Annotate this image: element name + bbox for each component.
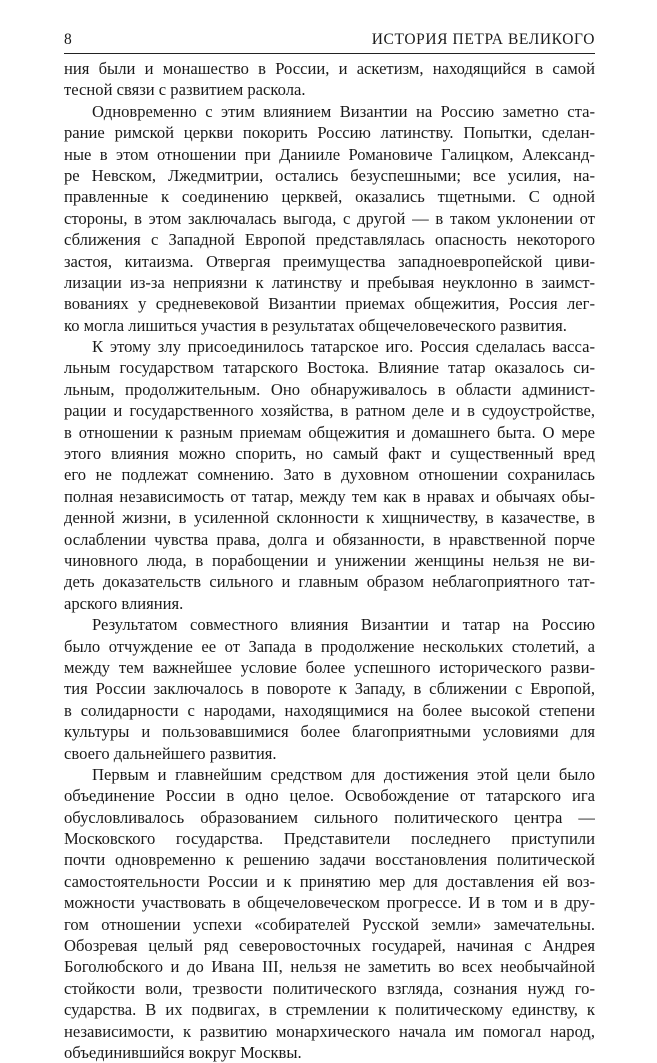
text-line: ослаблении чувства права, долга и обязанности, в нравственной порче xyxy=(64,529,595,549)
page-number: 8 xyxy=(64,31,72,48)
paragraph xyxy=(64,764,595,1063)
text-line: рации и государственного хозяйства, в ратном деле и в судоустройстве, xyxy=(64,401,595,421)
text-line: его не подлежат сомнению. Зато в духовном отношении сохранилась xyxy=(64,465,595,485)
text-line: стойкости воли, трезвости политического взгляда, сознания нужд го- xyxy=(64,978,595,998)
text-line: объединение России в одно целое. Освобождение от татарского ига xyxy=(64,786,595,806)
book-page xyxy=(64,30,595,1063)
text-line: Первым и главнейшим средством для достижения этой цели было xyxy=(92,764,595,784)
text-line: Одновременно с этим влиянием Византии на Россию заметно ста- xyxy=(92,101,595,121)
text-line: в отношении к разным приемам общежития и домашнего быта. О мере xyxy=(64,422,595,442)
text-line: Боголюбского и до Ивана III, нельзя не заметить во всех необычайной xyxy=(64,957,595,977)
text-line: было отчуждение ее от Запада в продолжение нескольких столетий, а xyxy=(64,636,595,656)
text-line: ные в этом отношении при Данииле Романовиче Галицком, Александ- xyxy=(64,144,595,164)
text-line: чиновного люда, в порабощении и унижении женщины нельзя не ви- xyxy=(64,550,595,570)
paragraph xyxy=(64,58,595,101)
body-text xyxy=(64,58,595,1063)
text-line: самостоятельности России и к принятию мер для доставления ей воз- xyxy=(64,871,595,891)
text-line: этого влияния можно спорить, но самый факт и существенный вред xyxy=(64,444,595,464)
text-line: можности участвовать в общечеловеческом прогрессе. И в том и в дру- xyxy=(64,893,595,913)
text-line: сударства. В их подвигах, в стремлении к политическому единству, к xyxy=(64,1000,595,1020)
paragraph xyxy=(64,336,595,614)
text-line: между тем важнейшее условие более успешного исторического разви- xyxy=(64,657,595,677)
text-line: ния были и монашество в России, и аскетизм, находящийся в самой xyxy=(64,59,595,78)
running-title: ИСТОРИЯ ПЕТРА ВЕЛИКОГО xyxy=(371,31,595,48)
text-line: обусловливалось образованием сильного политического центра — xyxy=(64,807,595,827)
text-line: деть доказательств сильного и главным образом неблагоприятного тат- xyxy=(64,572,595,592)
text-line: своего дальнейшего развития. xyxy=(64,743,277,763)
text-line: культуры и пользовавшимися более благоприятными условиями для xyxy=(64,722,595,742)
text-line: К этому злу присоединилось татарское иго. Россия сделалась васса- xyxy=(92,337,595,357)
text-line: полная независимость от татар, между тем как в нравах и обычаях обы- xyxy=(64,486,595,506)
paragraph xyxy=(64,614,595,764)
text-line: рание римской церкви покорить Россию латинству. Попытки, сделан- xyxy=(64,123,595,143)
text-line: Обозревая целый ряд северовосточных государей, начиная с Андрея xyxy=(64,936,595,956)
text-line: гом отношении успехи «собирателей Русской земли» замечательны. xyxy=(64,914,595,934)
text-line: объединившийся вокруг Москвы. xyxy=(64,1042,302,1062)
text-line: арского влияния. xyxy=(64,593,184,613)
text-line: независимости, к развитию монархического начала им помогал народ, xyxy=(64,1021,595,1041)
text-line: тия России заключалось в повороте к Западу, в сближении с Европой, xyxy=(64,679,595,699)
text-line: почти одновременно к решению задачи восстановления политической xyxy=(64,850,595,870)
text-line: тесной связи с развитием раскола. xyxy=(64,80,306,100)
text-line: ре Невском, Лжедмитрии, остались безуспешными; все усилия, на- xyxy=(64,165,595,185)
text-line: правленные к соединению церквей, оказались тщетными. С одной xyxy=(64,187,595,207)
text-line: Московского государства. Представители последнего приступили xyxy=(64,829,595,849)
text-line: вованиях у средневековой Византии приемах общежития, Россия лег- xyxy=(64,294,595,314)
text-line: сближения с Западной Европой представлялась опасность некоторого xyxy=(64,230,595,250)
running-head xyxy=(64,30,595,54)
text-line: в солидарности с народами, находящимися на более высокой степени xyxy=(64,700,595,720)
text-line: лизации из-за неприязни к латинству и пребывая неуклонно в заимст- xyxy=(64,272,595,292)
text-line: Результатом совместного влияния Византии и татар на Россию xyxy=(92,615,595,635)
text-line: льным государством татарского Востока. Влияние татар оказалось си- xyxy=(64,358,595,378)
text-line: денной жизни, в усиленной склонности к хищничеству, в казачестве, в xyxy=(64,508,595,528)
text-line: застоя, китаизма. Отвергая преимущества западноевропейской циви- xyxy=(64,251,595,271)
paragraph xyxy=(64,101,595,336)
text-line: стороны, в этом заключалась выгода, с другой — в таком уклонении от xyxy=(64,208,595,228)
text-line: льным, продолжительным. Оно обнаруживалось в области админист- xyxy=(64,379,595,399)
text-line: ко могла лишиться участия в результатах общечеловеческого развития. xyxy=(64,315,567,335)
